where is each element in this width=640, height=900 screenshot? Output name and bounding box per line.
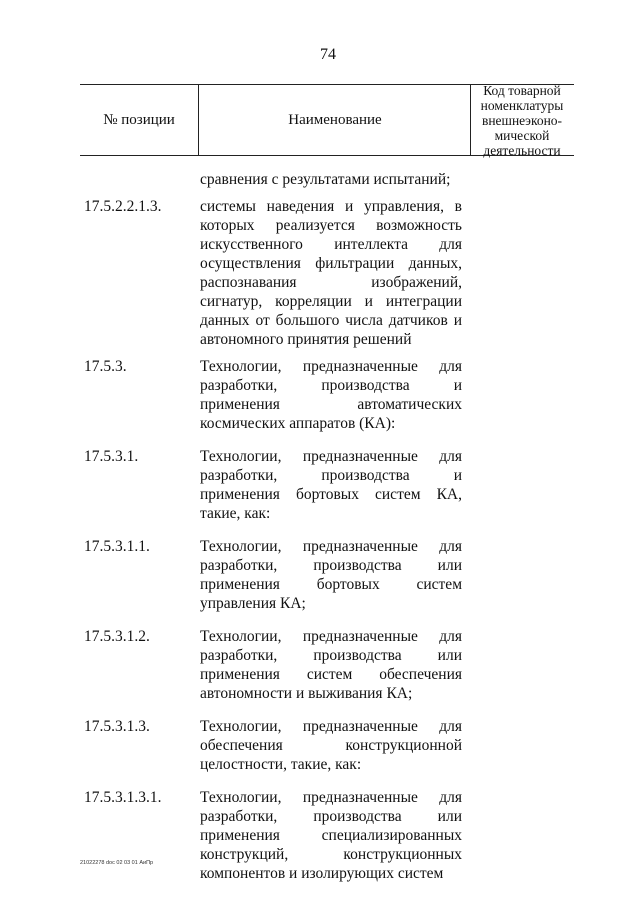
entries-list <box>0 170 640 897</box>
list-item <box>0 170 640 189</box>
item-description <box>200 537 462 613</box>
description-line: применения бортовых систем <box>200 576 462 593</box>
description-line: осуществления фильтрации данных, <box>200 255 462 272</box>
description-line: применения автоматических <box>200 396 462 413</box>
description-line: космических аппаратов (КА): <box>200 415 396 432</box>
item-description <box>200 447 462 523</box>
description-line: разработки, производства и <box>200 377 462 394</box>
description-line: автономного принятия решений <box>200 331 412 348</box>
item-description <box>200 170 462 189</box>
item-description <box>200 717 462 774</box>
description-line: управления КА; <box>200 595 306 612</box>
description-line: Технологии, предназначенные для <box>200 718 462 735</box>
list-item <box>0 357 640 433</box>
description-line: распознавания изображений, <box>200 274 462 291</box>
description-line: конструкций, конструкционных <box>200 846 462 863</box>
item-description <box>200 357 462 433</box>
description-line: которых реализуется возможность <box>200 217 462 234</box>
description-line: автономности и выживания КА; <box>200 685 413 702</box>
description-line: компонентов и изолирующих систем <box>200 865 444 882</box>
description-line: применения систем обеспечения <box>200 666 462 683</box>
list-item <box>0 627 640 703</box>
description-line: Технологии, предназначенные для <box>200 628 462 645</box>
list-item <box>0 197 640 349</box>
list-item <box>0 717 640 774</box>
header-code-line: Код товарной <box>483 82 561 98</box>
description-line: системы наведения и управления, в <box>200 198 462 215</box>
item-description <box>200 627 462 703</box>
item-description <box>200 788 462 883</box>
description-line: разработки, производства или <box>200 557 462 574</box>
description-line: искусственного интеллекта для <box>200 236 462 253</box>
description-line: разработки, производства или <box>200 647 462 664</box>
description-line: разработки, производства или <box>200 808 462 825</box>
position-number: 17.5.3.1.1. <box>84 538 150 555</box>
header-code-line: деятельности <box>483 142 561 158</box>
position-number: 17.5.3.1.2. <box>84 628 150 645</box>
description-line: применения бортовых систем КА, <box>200 486 462 503</box>
header-code-line: внешнеэконо- <box>481 112 563 128</box>
description-line: обеспечения конструкционной <box>200 737 462 754</box>
header-position-column: № позиции <box>103 111 175 128</box>
description-line: Технологии, предназначенные для <box>200 448 462 465</box>
position-number: 17.5.3. <box>84 358 127 375</box>
description-line: применения специализированных <box>200 827 462 844</box>
description-line: Технологии, предназначенные для <box>200 538 462 555</box>
header-code-line: номенклатуры <box>480 97 564 113</box>
list-item <box>0 788 640 883</box>
description-line: Технологии, предназначенные для <box>200 789 462 806</box>
description-line: Технологии, предназначенные для <box>200 358 462 375</box>
document-footer-code: 21022278 doc 02 03 01 АиПр <box>80 860 154 866</box>
page-number: 74 <box>320 46 336 63</box>
item-description <box>200 197 462 349</box>
list-item <box>0 537 640 613</box>
description-line: сравнения с результатами испытаний; <box>200 171 451 188</box>
position-number: 17.5.2.2.1.3. <box>84 198 162 215</box>
description-line: целостности, такие, как: <box>200 756 362 773</box>
header-code-line: мической <box>494 127 550 143</box>
description-line: такие, как: <box>200 505 271 522</box>
position-number: 17.5.3.1.3. <box>84 718 150 735</box>
description-line: сигнатур, корреляции и интеграции <box>200 293 462 310</box>
position-number: 17.5.3.1. <box>84 448 139 465</box>
table-header <box>80 84 574 156</box>
description-line: разработки, производства и <box>200 467 462 484</box>
header-code-column <box>470 82 573 158</box>
header-name-column: Наименование <box>198 85 471 155</box>
position-number: 17.5.3.1.3.1. <box>84 789 162 806</box>
description-line: данных от большого числа датчиков и <box>200 312 462 329</box>
list-item <box>0 447 640 523</box>
